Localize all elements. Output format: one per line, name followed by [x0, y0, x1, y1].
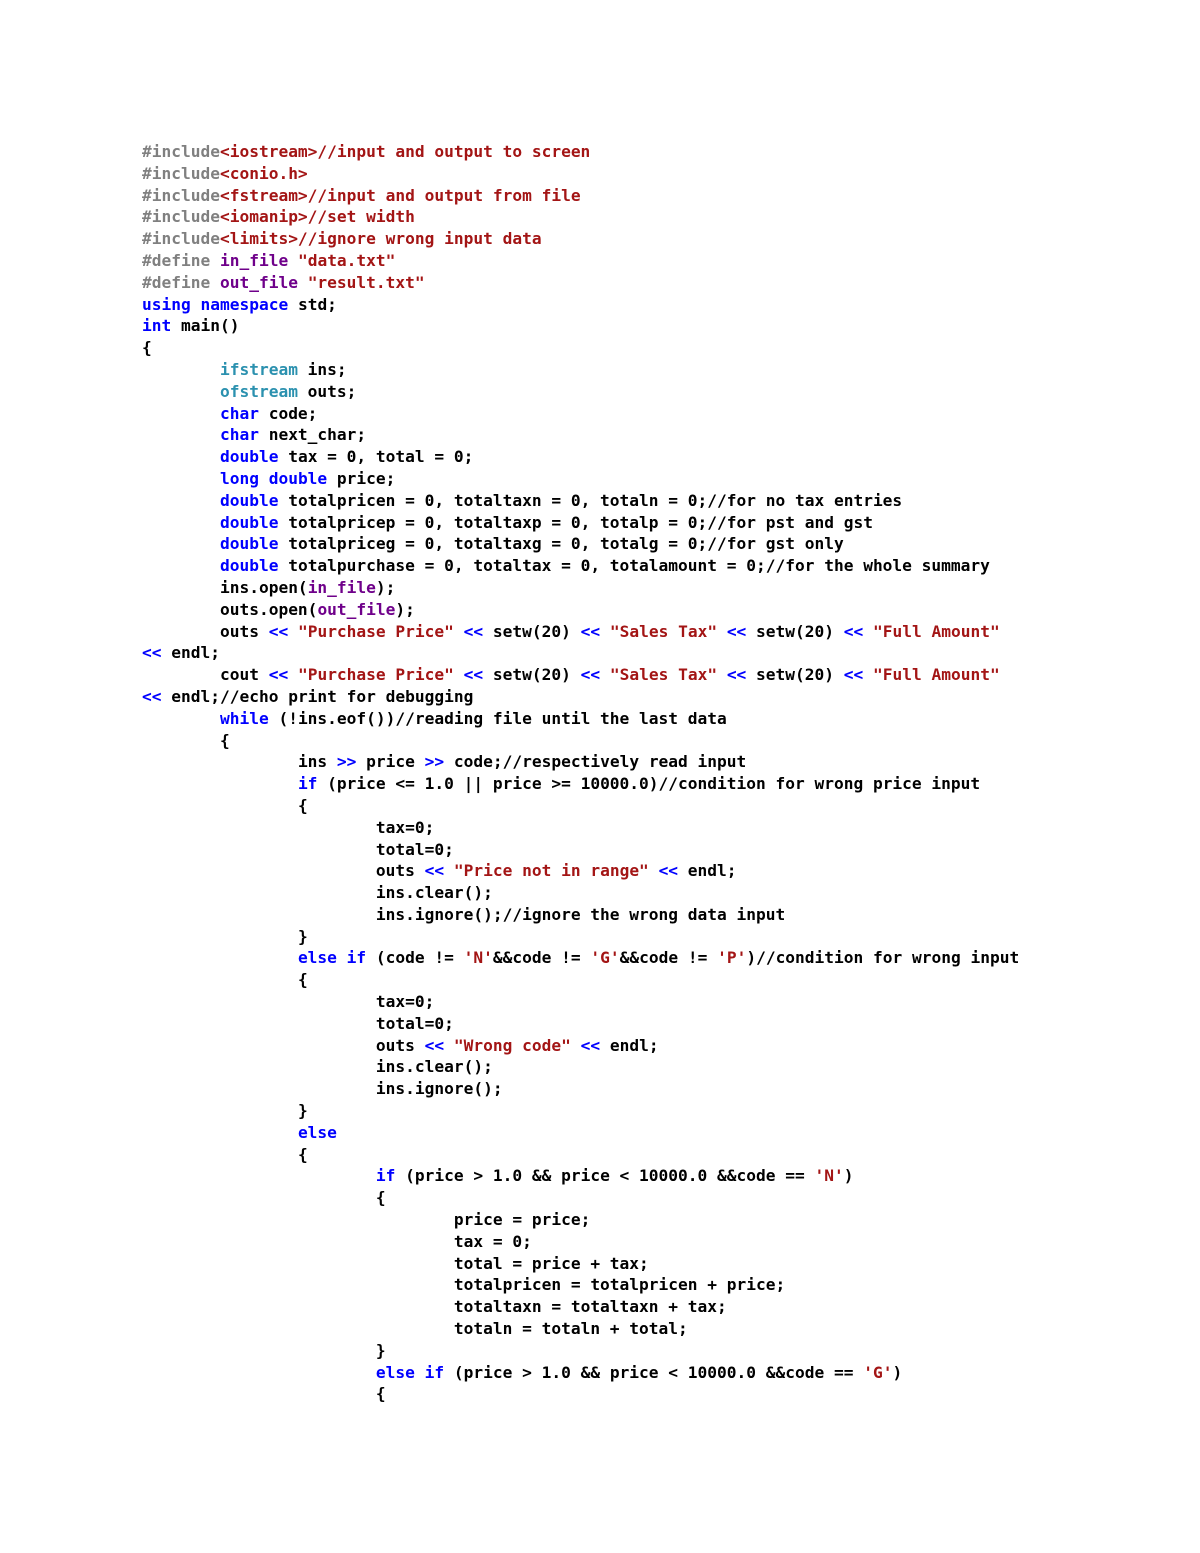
code-token: <<: [268, 665, 289, 685]
code-token: price = price;: [142, 1210, 591, 1230]
code-line: [142, 228, 1172, 250]
code-token: [288, 665, 298, 684]
code-token: "Sales Tax": [609, 621, 718, 641]
code-token: tax=0;: [142, 817, 435, 837]
code-token: (price <= 1.0 || price >= 10000.0)//condition for wrong price input: [317, 774, 981, 794]
code-token: [142, 774, 298, 793]
code-token: cout: [142, 665, 269, 685]
code-token: {: [142, 795, 308, 815]
code-token: ins.clear();: [142, 1057, 493, 1077]
code-token: [142, 425, 220, 444]
code-token: totalpriceg = 0, totaltaxg = 0, totalg = 0;//for gst only: [278, 534, 844, 554]
code-line: [142, 926, 1172, 948]
code-line: [142, 1144, 1172, 1166]
code-token: double: [219, 512, 279, 532]
code-token: "Purchase Price": [297, 621, 454, 641]
code-token: [142, 709, 220, 728]
code-line: [142, 882, 1172, 904]
code-token: namespace: [200, 294, 289, 314]
code-token: char: [219, 403, 259, 423]
code-token: [444, 861, 454, 880]
code-line: [142, 446, 1172, 468]
code-line: [142, 294, 1172, 316]
code-token: <fstream>//input and output from file: [219, 185, 581, 205]
code-line: [142, 577, 1172, 599]
code-token: long: [219, 468, 259, 488]
code-listing: [142, 141, 1172, 1405]
code-token: double: [219, 447, 279, 467]
code-token: ifstream: [219, 359, 298, 379]
code-token: 'P': [717, 948, 747, 968]
code-token: in_file: [307, 577, 376, 597]
code-token: using: [142, 294, 191, 314]
code-token: <<: [463, 665, 484, 685]
code-token: price: [356, 752, 425, 772]
code-token: total=0;: [142, 1013, 454, 1033]
code-line: [142, 773, 1172, 795]
code-line: [142, 1383, 1172, 1405]
code-token: totalpricep = 0, totaltaxp = 0, totalp = 0;//for pst and gst: [278, 512, 873, 532]
code-token: >>: [336, 752, 357, 772]
code-token: [142, 360, 220, 379]
code-token: next_char;: [258, 425, 367, 445]
code-token: tax = 0, total = 0;: [278, 447, 474, 467]
code-token: (price > 1.0 && price < 10000.0 &&code ==: [444, 1362, 864, 1382]
code-token: [288, 251, 298, 270]
code-line: [142, 1318, 1172, 1340]
code-token: <<: [142, 643, 162, 663]
code-token: "Purchase Price": [297, 665, 454, 685]
code-token: [863, 665, 873, 684]
code-token: [142, 948, 298, 967]
code-line: [142, 359, 1172, 381]
code-token: &&code !=: [619, 948, 718, 968]
code-token: totalpurchase = 0, totaltax = 0, totalamount = 0;//for the whole summary: [278, 556, 990, 576]
code-token: tax=0;: [142, 992, 435, 1012]
code-token: 'G': [863, 1362, 893, 1382]
code-line: [142, 947, 1172, 969]
code-token: [649, 861, 659, 880]
code-token: while: [219, 708, 269, 728]
code-token: <<: [726, 665, 747, 685]
code-line: [142, 141, 1172, 163]
code-token: <iostream>//input and output to screen: [219, 142, 591, 161]
code-token: code;//respectively read input: [444, 752, 747, 772]
code-token: [142, 447, 220, 466]
code-line: [142, 599, 1172, 621]
code-token: [142, 382, 220, 401]
code-token: ins.ignore();//ignore the wrong data input: [142, 904, 786, 924]
code-token: totalpricen = totalpricen + price;: [142, 1275, 786, 1295]
code-token: if: [375, 1166, 396, 1186]
code-line: [142, 424, 1172, 446]
code-line: [142, 621, 1172, 643]
code-token: [142, 534, 220, 553]
code-token: endl;: [678, 861, 737, 881]
code-token: }: [142, 1340, 386, 1360]
code-token: setw(20): [483, 665, 581, 685]
code-token: (price > 1.0 && price < 10000.0 &&code ==: [395, 1166, 815, 1186]
code-line: [142, 969, 1172, 991]
code-token: double: [219, 534, 279, 554]
code-token: 'N': [463, 948, 493, 968]
code-token: "Wrong code": [453, 1035, 571, 1055]
code-line: [142, 1362, 1172, 1384]
code-token: <<: [580, 665, 601, 685]
code-token: 'G': [590, 948, 620, 968]
code-token: {: [142, 1144, 308, 1164]
code-token: char: [219, 425, 259, 445]
code-line: [142, 337, 1172, 359]
code-token: [142, 1123, 298, 1142]
code-line: [142, 751, 1172, 773]
code-token: [444, 1036, 454, 1055]
code-line: [142, 1340, 1172, 1362]
code-token: (code !=: [366, 948, 464, 968]
code-line: [142, 1100, 1172, 1122]
code-line: [142, 686, 1172, 708]
code-token: ins.clear();: [142, 883, 493, 903]
code-line: [142, 904, 1172, 926]
code-token: in_file: [219, 250, 289, 270]
code-token: [415, 1363, 425, 1382]
code-token: tax = 0;: [142, 1231, 532, 1251]
code-line: [142, 163, 1172, 185]
code-token: ): [843, 1166, 854, 1186]
code-line: [142, 533, 1172, 555]
code-line: [142, 1056, 1172, 1078]
code-line: [142, 185, 1172, 207]
code-token: [142, 1363, 376, 1382]
code-line: [142, 206, 1172, 228]
code-token: outs: [142, 621, 269, 641]
code-token: [600, 622, 610, 641]
code-token: if: [346, 948, 367, 968]
code-token: {: [142, 970, 308, 990]
code-token: setw(20): [746, 621, 844, 641]
code-token: if: [297, 774, 318, 794]
code-token: <<: [580, 1035, 601, 1055]
code-token: ins: [142, 752, 337, 772]
code-token: [454, 665, 464, 684]
code-token: "Price not in range": [453, 861, 649, 881]
code-token: "Full Amount": [873, 621, 1000, 641]
code-token: [337, 948, 347, 967]
code-token: "Sales Tax": [609, 665, 718, 685]
code-line: [142, 1122, 1172, 1144]
code-token: <<: [142, 686, 162, 706]
code-token: );: [375, 577, 396, 597]
code-token: #define: [142, 250, 220, 270]
code-line: [142, 1165, 1172, 1187]
code-line: [142, 664, 1172, 686]
code-token: std;: [288, 294, 337, 314]
code-token: total=0;: [142, 839, 454, 859]
code-token: code;: [258, 403, 318, 423]
code-token: <<: [268, 621, 289, 641]
code-token: outs;: [297, 381, 357, 401]
code-line: [142, 730, 1172, 752]
code-line: [142, 1187, 1172, 1209]
code-token: <<: [726, 621, 747, 641]
code-token: <limits>//ignore wrong input data: [219, 229, 542, 249]
code-token: <<: [424, 861, 445, 881]
code-token: [142, 556, 220, 575]
code-token: #include: [142, 207, 220, 227]
code-token: ins.ignore();: [142, 1079, 503, 1099]
code-token: [142, 404, 220, 423]
code-line: [142, 1231, 1172, 1253]
code-token: endl;: [161, 643, 220, 663]
code-token: endl;//echo print for debugging: [161, 686, 474, 706]
code-token: double: [219, 556, 279, 576]
code-line: [142, 860, 1172, 882]
code-line: [142, 555, 1172, 577]
code-line: [142, 708, 1172, 730]
code-line: [142, 490, 1172, 512]
code-token: ins;: [297, 359, 347, 379]
code-token: totaltaxn = totaltaxn + tax;: [142, 1297, 727, 1317]
code-line: [142, 1035, 1172, 1057]
code-line: [142, 403, 1172, 425]
code-token: #define: [142, 272, 220, 292]
code-token: [142, 469, 220, 488]
code-line: [142, 1078, 1172, 1100]
code-token: out_file: [219, 272, 298, 292]
code-token: [298, 273, 308, 292]
code-token: [863, 622, 873, 641]
code-token: ): [892, 1362, 903, 1382]
code-line: [142, 381, 1172, 403]
code-token: [288, 622, 298, 641]
code-token: {: [142, 1188, 386, 1208]
code-token: <conio.h>: [219, 163, 308, 183]
code-token: {: [142, 1384, 386, 1404]
code-token: #include: [142, 185, 220, 205]
code-token: setw(20): [483, 621, 581, 641]
code-line: [142, 991, 1172, 1013]
code-line: [142, 1209, 1172, 1231]
code-token: &&code !=: [492, 948, 591, 968]
code-line: [142, 1013, 1172, 1035]
code-token: [454, 622, 464, 641]
code-token: double: [268, 468, 328, 488]
code-token: "result.txt": [307, 272, 425, 292]
code-token: >>: [424, 752, 445, 772]
code-token: [600, 665, 610, 684]
code-token: else: [297, 1122, 337, 1142]
code-token: #include: [142, 142, 220, 161]
code-token: double: [219, 490, 279, 510]
code-line: [142, 315, 1172, 337]
code-token: "Full Amount": [873, 665, 1000, 685]
code-token: else: [297, 948, 337, 968]
code-line: [142, 839, 1172, 861]
code-token: [717, 665, 727, 684]
code-token: [259, 469, 269, 488]
code-token: 'N': [814, 1166, 844, 1186]
code-token: <<: [658, 861, 679, 881]
code-line: [142, 795, 1172, 817]
code-token: [142, 491, 220, 510]
code-token: setw(20): [746, 665, 844, 685]
code-token: }: [142, 1101, 308, 1121]
code-token: outs: [142, 1035, 425, 1055]
code-line: [142, 1296, 1172, 1318]
code-token: [571, 1036, 581, 1055]
code-token: (!ins.eof())//reading file until the last data: [268, 708, 727, 728]
code-token: <<: [843, 665, 864, 685]
code-token: }: [142, 926, 308, 946]
code-token: else: [375, 1362, 415, 1382]
code-line: [142, 817, 1172, 839]
code-token: if: [424, 1362, 445, 1382]
code-token: [142, 513, 220, 532]
code-line: [142, 250, 1172, 272]
code-token: <<: [424, 1035, 445, 1055]
code-token: "data.txt": [297, 250, 396, 270]
code-token: int: [142, 316, 172, 336]
code-token: outs: [142, 861, 425, 881]
code-token: [142, 1166, 376, 1185]
code-token: price;: [327, 468, 396, 488]
code-token: totaln = totaln + total;: [142, 1319, 688, 1339]
code-token: outs.open(: [142, 599, 318, 619]
code-token: <<: [580, 621, 601, 641]
code-token: {: [142, 338, 152, 358]
code-line: [142, 512, 1172, 534]
code-token: main(): [171, 316, 240, 336]
code-token: )//condition for wrong input: [746, 948, 1020, 968]
code-token: {: [142, 730, 230, 750]
code-token: ins.open(: [142, 577, 308, 597]
code-token: ofstream: [219, 381, 298, 401]
code-token: out_file: [317, 599, 396, 619]
code-token: <<: [843, 621, 864, 641]
code-line: [142, 272, 1172, 294]
code-line: [142, 468, 1172, 490]
code-token: [717, 622, 727, 641]
code-line: [142, 1253, 1172, 1275]
code-token: endl;: [600, 1035, 659, 1055]
code-token: <iomanip>//set width: [219, 207, 415, 227]
code-token: <<: [463, 621, 484, 641]
code-token: totalpricen = 0, totaltaxn = 0, totaln = 0;//for no tax entries: [278, 490, 903, 510]
code-line: [142, 642, 1172, 664]
code-token: #include: [142, 229, 220, 249]
code-token: );: [395, 599, 415, 619]
code-token: #include: [142, 163, 220, 183]
code-line: [142, 1274, 1172, 1296]
code-token: total = price + tax;: [142, 1253, 649, 1273]
